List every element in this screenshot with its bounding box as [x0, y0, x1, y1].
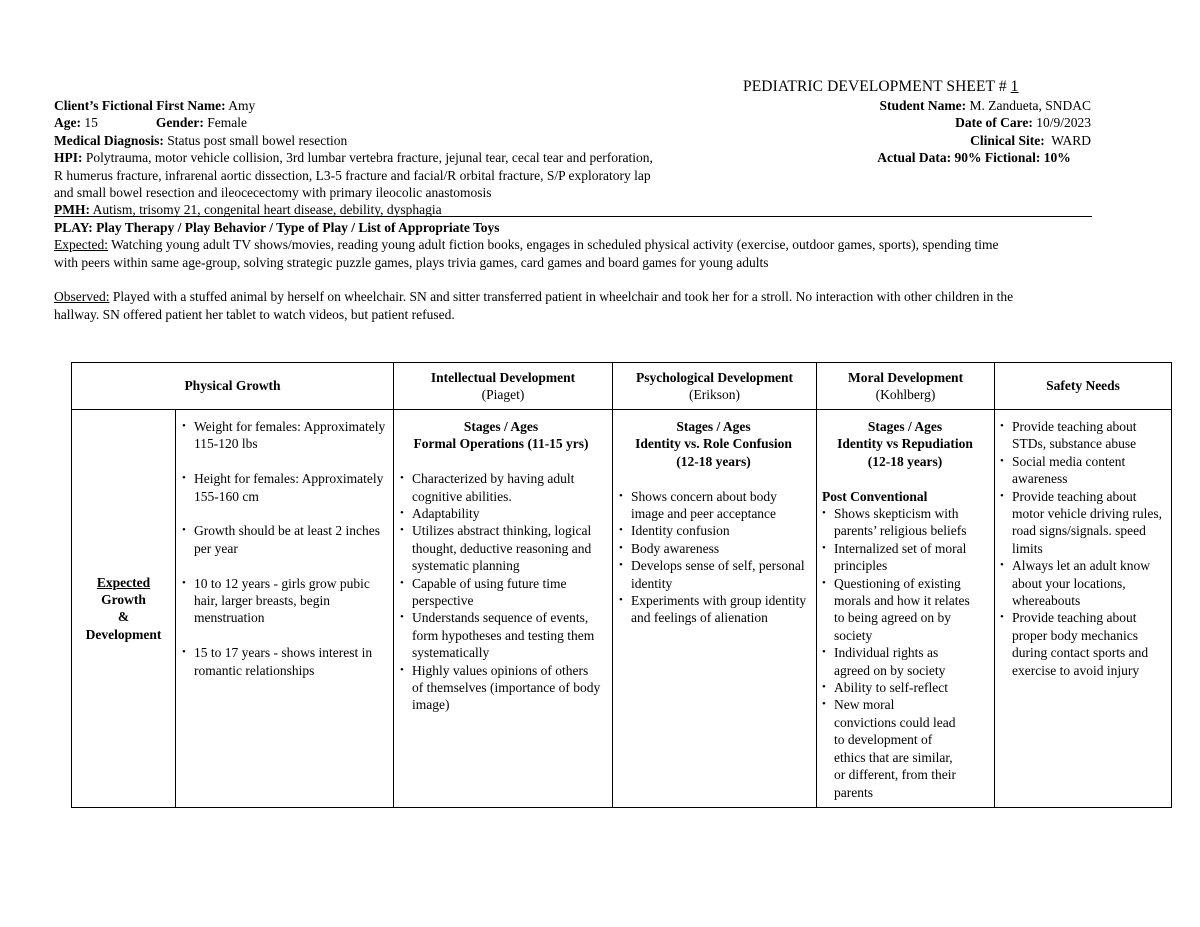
physical-list: [182, 418, 389, 679]
play-expected-line-2: with peers within same age-group, solving strategic puzzle games, plays trivia games, card games and board games for young adults: [54, 254, 769, 270]
header-psychological-text: Psychological Development: [635, 369, 794, 385]
play-observed-line-1: [54, 288, 1144, 305]
age-gender-line: [54, 114, 744, 131]
student-name: M. Zandueta, SNDAC: [969, 98, 1091, 113]
moral-stage: Identity vs Repudiation: [837, 436, 973, 452]
sheet-title-text: PEDIATRIC DEVELOPMENT SHEET #: [743, 78, 1007, 95]
pmh-value: Autism, trisomy 21, congenital heart disease, debility, dysphagia: [92, 202, 442, 218]
header-psychological-sub: (Erikson): [689, 387, 741, 402]
moral-ages: (12-18 years): [867, 453, 943, 469]
table-header-row: [72, 363, 1172, 410]
list-item: • Ability to self-reflect: [822, 679, 976, 696]
spacer: [54, 271, 1144, 288]
psychological-cell: [613, 410, 817, 808]
list-item: • Growth should be at least 2 inches per year: [182, 522, 389, 557]
client-name-label: Client’s Fictional First Name:: [54, 98, 226, 113]
sheet-number: 1: [1010, 78, 1019, 95]
list-item: • Identity confusion: [619, 522, 808, 539]
list-item: • Always let an adult know about your locations, whereabouts: [1000, 557, 1167, 609]
date-label: Date of Care:: [955, 115, 1033, 131]
list-item: • Experiments with group identity and feelings of alienation: [619, 592, 808, 627]
moral-level: Post Conventional: [822, 488, 928, 504]
client-name-line: [54, 97, 744, 114]
list-item: • Shows concern about body image and peer acceptance: [619, 488, 808, 523]
site-line: [800, 132, 1091, 149]
spacer: [822, 470, 988, 487]
list-item: • Capable of using future time perspective: [400, 575, 602, 610]
client-info: [54, 97, 744, 219]
safety-list: [1000, 418, 1167, 679]
data-split: Actual Data: 90% Fictional: 10%: [877, 150, 1071, 166]
header-divider: [54, 216, 1092, 217]
header-physical-text: Physical Growth: [184, 378, 281, 394]
development-table: [71, 362, 1172, 808]
student-info: [800, 97, 1091, 167]
hpi-text-1: Polytrauma, motor vehicle collision, 3rd lumbar vertebra fracture, jejunal tear, cecal tear and perforation,: [85, 150, 653, 166]
list-item: • Provide teaching about STDs, substance abuse: [1000, 418, 1167, 453]
list-item: • Body awareness: [619, 540, 808, 557]
table-row-expected: [72, 410, 1172, 808]
spacer: [619, 470, 808, 487]
psychological-stage: Identity vs. Role Confusion: [635, 436, 792, 452]
play-observed-line-2: hallway. SN offered patient her tablet to watch videos, but patient refused.: [54, 306, 455, 322]
list-item: • Characterized by having adult cognitive abilities.: [400, 470, 602, 505]
list-item: • Weight for females: Approximately 115-120 lbs: [182, 418, 389, 453]
date-value: 10/9/2023: [1036, 115, 1091, 131]
site-value: WARD: [1051, 132, 1091, 148]
expected-text-1: Watching young adult TV shows/movies, reading young adult fiction books, engages in scheduled physical activity (exercise, outdoor games, sports), spending time: [111, 237, 999, 253]
age-value: 15: [84, 115, 98, 131]
diagnosis-value: Status post small bowel resection: [167, 132, 348, 148]
header-physical-growth: [72, 363, 394, 410]
physical-growth-cell: [176, 410, 394, 808]
moral-stage-label: Stages / Ages: [867, 419, 943, 434]
play-heading-text: PLAY: Play Therapy / Play Behavior / Type of Play / List of Appropriate Toys: [54, 220, 500, 235]
expected-label: Expected:: [54, 237, 108, 253]
list-item: • Shows skepticism with parents’ religious beliefs: [822, 505, 976, 540]
header-moral-sub: (Kohlberg): [875, 387, 936, 402]
list-item: • Social media content awareness: [1000, 453, 1167, 488]
list-item: • Provide teaching about motor vehicle driving rules, road signs/signals. speed limits: [1000, 488, 1167, 558]
play-section: [54, 219, 1144, 323]
intellectual-stage: Formal Operations (11-15 yrs): [413, 436, 589, 452]
intellectual-list: [400, 470, 602, 714]
client-name: Amy: [228, 98, 256, 113]
diagnosis-label: Medical Diagnosis:: [54, 132, 164, 148]
list-item: • Provide teaching about proper body mechanics during contact sports and exercise to avoid injury: [1000, 609, 1167, 679]
header-psychological: [613, 363, 817, 410]
header-intellectual: [394, 363, 613, 410]
list-item: • 10 to 12 years - girls grow pubic hair, larger breasts, begin menstruation: [182, 575, 389, 627]
intellectual-cell: [394, 410, 613, 808]
play-expected-line-1: [54, 236, 1144, 253]
list-item: • Adaptability: [400, 505, 602, 522]
play-heading: [54, 219, 1144, 236]
hpi-line-2: R humerus fracture, infrarenal aortic dissection, L3-5 fracture and facial/R orbital fracture, S/P exploratory lap: [54, 167, 651, 183]
row-label-expected: Expected: [96, 574, 151, 590]
list-item: • Highly values opinions of others of themselves (importance of body image): [400, 662, 602, 714]
psychological-list: [619, 488, 808, 627]
site-label: Clinical Site:: [970, 132, 1045, 148]
list-item: • Utilizes abstract thinking, logical thought, deductive reasoning and systematic planning: [400, 522, 602, 574]
header-intellectual-sub: (Piaget): [481, 387, 525, 402]
psychological-stage-label: Stages / Ages: [676, 419, 751, 434]
spacer: [400, 453, 602, 470]
list-item: • New moral convictions could lead to development of ethics that are similar, or different, from their parents: [822, 696, 976, 800]
row-label-cell: [72, 410, 176, 808]
safety-cell: [995, 410, 1172, 808]
row-label-amp: &: [117, 609, 130, 625]
observed-text-1: Played with a stuffed animal by herself on wheelchair. SN and sitter transferred patient in wheelchair and took her for a stroll. No interaction with other children in the: [112, 289, 1014, 305]
moral-list: [822, 505, 988, 801]
list-item: • Develops sense of self, personal identity: [619, 557, 808, 592]
data-split-line: [800, 149, 1091, 166]
age-label: Age:: [54, 115, 81, 131]
gender-value: Female: [207, 115, 247, 131]
gender-label: Gender:: [155, 115, 204, 131]
psychological-ages: (12-18 years): [676, 453, 751, 469]
sheet-title: [743, 78, 1019, 95]
date-line: [800, 114, 1091, 131]
intellectual-stage-label: Stages / Ages: [463, 419, 539, 434]
header-intellectual-text: Intellectual Development: [430, 369, 576, 385]
student-name-label: Student Name:: [879, 98, 967, 113]
header-moral-text: Moral Development: [847, 369, 964, 385]
observed-label: Observed:: [54, 289, 110, 305]
moral-cell: [817, 410, 995, 808]
student-name-line: [800, 97, 1091, 114]
row-label-development: Development: [85, 626, 162, 642]
list-item: • Internalized set of moral principles: [822, 540, 976, 575]
list-item: • Understands sequence of events, form hypotheses and testing them systematically: [400, 609, 602, 661]
header-safety: [995, 363, 1172, 410]
list-item: • 15 to 17 years - shows interest in romantic relationships: [182, 644, 389, 679]
list-item: • Questioning of existing morals and how it relates to being agreed on by society: [822, 575, 976, 645]
row-label-growth: Growth: [101, 592, 146, 608]
list-item: • Individual rights as agreed on by society: [822, 644, 976, 679]
header-safety-text: Safety Needs: [1046, 378, 1120, 394]
hpi-line-1: [54, 149, 744, 166]
hpi-label: HPI:: [54, 150, 83, 166]
diagnosis-line: [54, 132, 744, 149]
list-item: • Height for females: Approximately 155-160 cm: [182, 470, 389, 505]
pmh-label: PMH:: [54, 202, 90, 218]
header-moral: [817, 363, 995, 410]
hpi-line-3: and small bowel resection and ileocecectomy with primary ileocolic anastomosis: [54, 184, 492, 200]
